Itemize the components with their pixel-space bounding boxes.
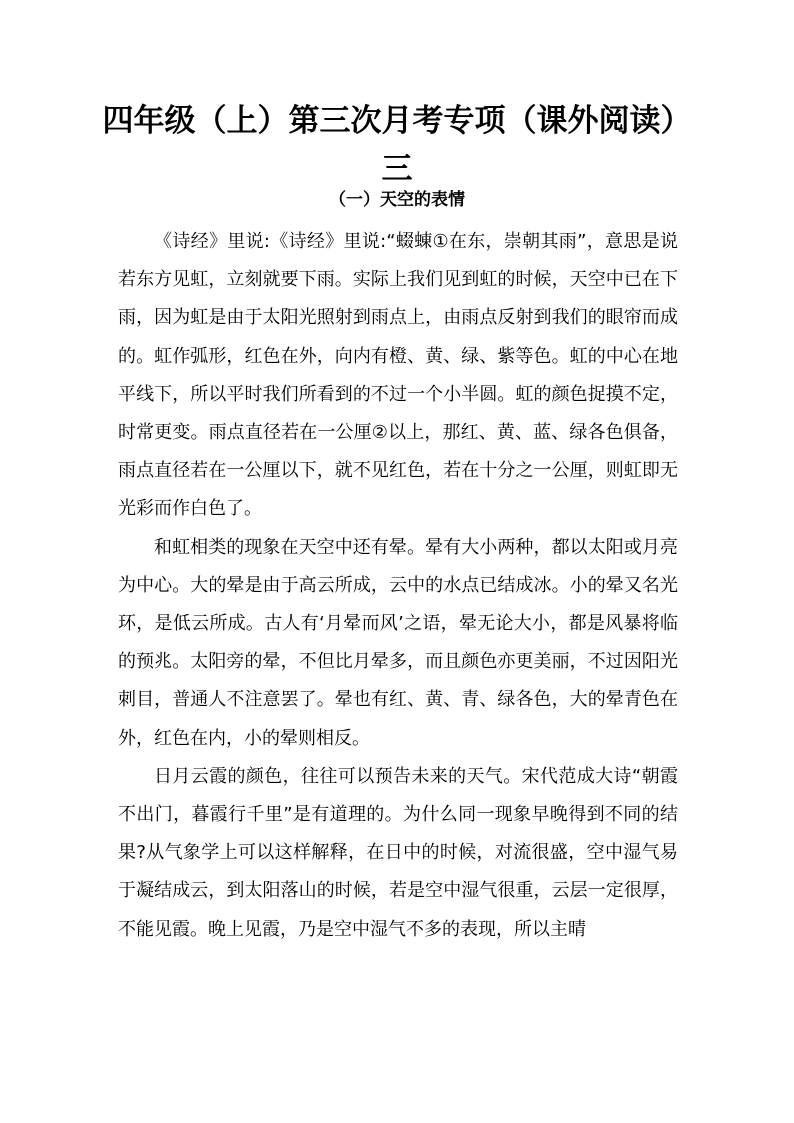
document-title: 四年级（上）第三次月考专项（课外阅读）三 [102, 103, 692, 187]
paragraph-3: 日月云霞的颜色，往往可以预告未来的天气。宋代范成大诗“朝霞不出门，暮霞行千里”是有道理的。为什么同一现象早晚得到不同的结果?从气象学上可以这样解释，在日中的时候，对流很盛，空中湿气易于凝结成云，到太阳落山的时候，若是空中湿气很重，云层一定很厚，不能见霞。晚上见霞，乃是空中湿气不多的表现，所以主晴 [118, 765, 678, 940]
article-body [118, 223, 678, 949]
section-title: （一）天空的表情 [329, 190, 465, 210]
paragraph-2: 和虹相类的现象在天空中还有晕。晕有大小两种，都以太阳或月亮为中心。大的晕是由于高云所成，云中的水点已结成冰。小的晕又名光环，是低云所成。古人有‘月晕而风’之语，晕无论大小，都是风暴将临的预兆。太阳旁的晕，不但比月晕多，而且颜色亦更美丽，不过因阳光刺目，普通人不注意罢了。晕也有红、黄、青、绿各色，大的晕青色在外，红色在内，小的晕则相反。 [118, 536, 678, 749]
paragraph-1: 《诗经》里说:《诗经》里说:“蝃蝀①在东，崇朝其雨”，意思是说若东方见虹，立刻就要下雨。实际上我们见到虹的时候，天空中已在下雨，因为虹是由于太阳光照射到雨点上，由雨点反射到我们的眼帘而成的。虹作弧形，红色在外，向内有橙、黄、绿、紫等色。虹的中心在地平线下，所以平时我们所看到的不过一个小半圆。虹的颜色捉摸不定，时常更变。雨点直径若在一公厘②以上，那红、黄、蓝、绿各色俱备，雨点直径若在一公厘以下，就不见红色，若在十分之一公厘，则虹即无光彩而作白色了。 [118, 231, 678, 520]
